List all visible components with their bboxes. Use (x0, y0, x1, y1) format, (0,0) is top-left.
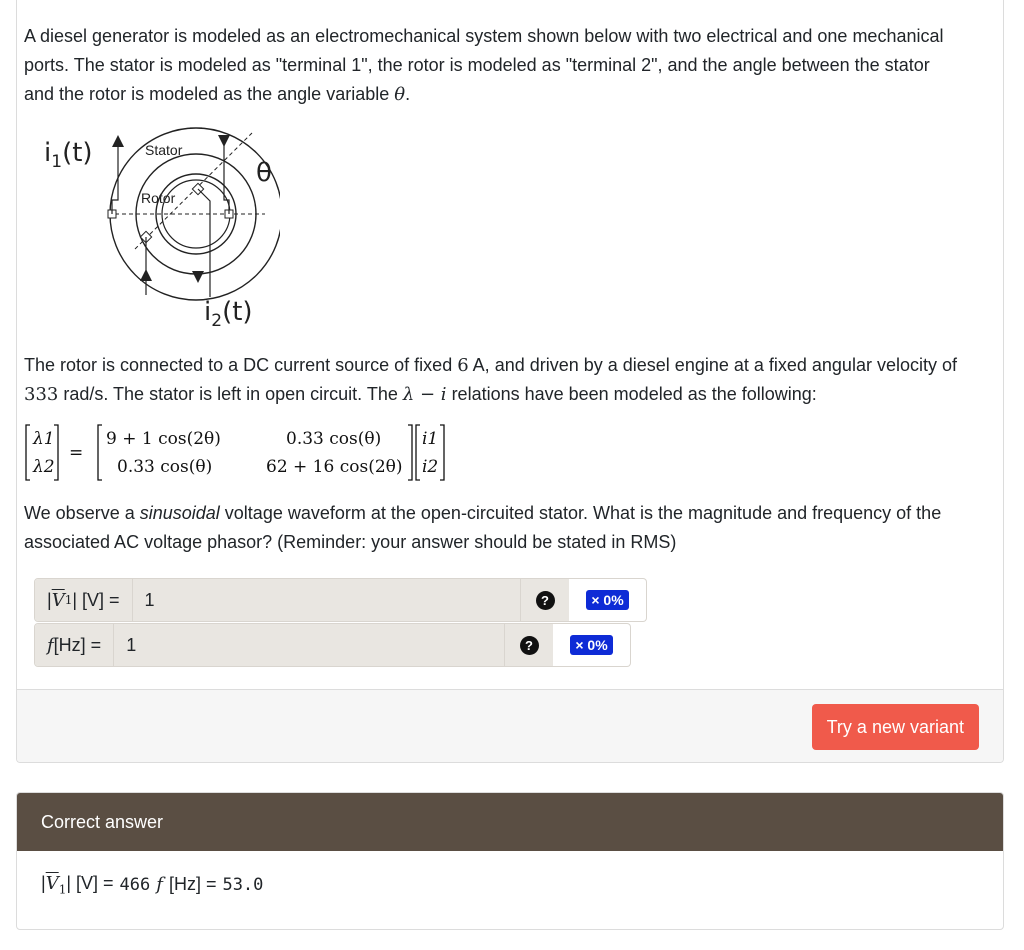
help-icon[interactable]: ? (520, 636, 539, 655)
i2-label: $i_2(t)$ (204, 297, 253, 331)
rotor-arrow-up-icon (140, 269, 152, 281)
correct-answer-header: Correct answer (17, 793, 1003, 851)
i1-symbol: i1 (422, 429, 439, 449)
stator-label: Stator (145, 142, 183, 158)
problem-setup: The rotor is connected to a DC current source of fixed 6 A, and driven by a diesel engine at a fixed angular velocity of 333 rad/s. The stator is left in open circuit. The λ − i relations have been modeled as the following: (24, 355, 957, 405)
answer-frequency-value: 53.0 (222, 874, 264, 895)
voltage-input-group (34, 578, 521, 622)
answer-frequency-var: f (156, 874, 163, 896)
i2-arrow-down-icon (192, 271, 204, 283)
stator-arrow-down-icon (218, 135, 230, 147)
help-icon[interactable]: ? (536, 591, 555, 610)
frequency-score (553, 623, 631, 667)
score-badge: × 0% (586, 590, 628, 610)
problem-question: We observe a sinusoidal voltage waveform at the open-circuited stator. What is the magnitude and frequency of the associated AC voltage phasor? (Reminder: your answer should be stated in RMS) (24, 503, 942, 552)
i1-arrow-up-icon (112, 135, 124, 147)
answer-frequency-unit: [Hz] = (168, 874, 217, 895)
score-badge: × 0% (570, 635, 612, 655)
voltage-help[interactable] (521, 578, 569, 622)
rotor-label: Rotor (141, 190, 176, 206)
voltage-label: | $\overline{V}$ 1 | [V] = (35, 579, 133, 621)
correct-answer-card (16, 792, 1004, 930)
frequency-input[interactable] (114, 624, 504, 666)
correct-answer-body (17, 851, 1003, 919)
matrix-m22: 62 + 16 cos(2θ) (266, 457, 403, 477)
lambda-i-equation (24, 422, 484, 484)
matrix-m12: 0.33 cos(θ) (286, 429, 382, 449)
lambda2: λ2 (33, 457, 55, 477)
voltage-score (569, 578, 647, 622)
problem-intro: A diesel generator is modeled as an electromechanical system shown below with two electrical and one mechanical ports. The stator is modeled as "terminal 1", the rotor is modeled as "terminal 2", and the angle between the stator and the rotor is modeled as the angle variable θ. (24, 26, 944, 105)
answer-voltage-label: $|\overline{V}_1|$ [V] = (41, 873, 114, 897)
generator-diagram (20, 125, 280, 335)
frequency-input-group (34, 623, 505, 667)
i1-label: $i_1(t)$ (44, 138, 93, 172)
theta-label: θ (256, 158, 272, 188)
i2-symbol: i2 (422, 457, 439, 477)
lambda1: λ1 (33, 429, 55, 449)
voltage-input[interactable] (133, 579, 520, 621)
try-new-variant-button[interactable]: Try a new variant (812, 704, 979, 750)
frequency-label: f [Hz] = (35, 624, 114, 666)
matrix-m21: 0.33 cos(θ) (117, 457, 213, 477)
frequency-input-row (34, 623, 631, 667)
question-footer (17, 689, 1003, 762)
equals-sign: = (69, 443, 84, 463)
voltage-input-row (34, 578, 647, 622)
matrix-m11: 9 + 1 cos(2θ) (106, 429, 221, 449)
answer-voltage-value: 466 (119, 874, 151, 895)
frequency-help[interactable] (505, 623, 553, 667)
